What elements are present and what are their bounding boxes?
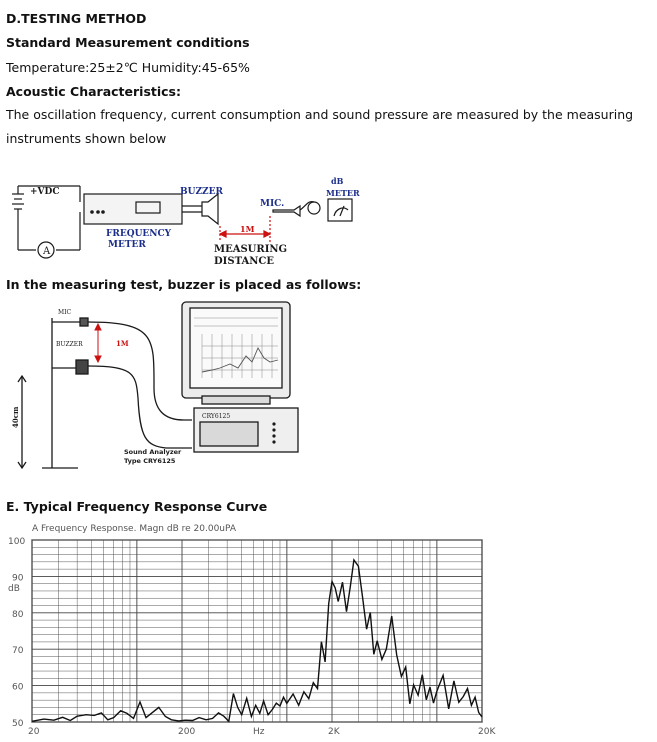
- db-label: dB: [331, 176, 344, 186]
- mic-icon: [80, 318, 88, 326]
- meter-label: METER: [326, 188, 360, 198]
- conditions-heading: Standard Measurement conditions: [6, 35, 250, 50]
- acoustic-heading: Acoustic Characteristics:: [6, 84, 181, 99]
- y-tick-label: 70: [12, 646, 24, 657]
- setup-heading: In the measuring test, buzzer is placed as follows:: [6, 277, 362, 292]
- setup-distance-value: 1M: [116, 339, 129, 348]
- y-tick-label: 100: [8, 537, 26, 547]
- y-tick-label: 80: [12, 609, 24, 620]
- setup-buzzer-label: BUZZER: [56, 341, 83, 348]
- device-label: CRY6125: [202, 413, 231, 420]
- y-tick-labels: [8, 537, 25, 729]
- setup-mic-label: MIC: [58, 309, 72, 316]
- frequency-response-chart: [0, 518, 657, 742]
- distance-sublabel: DISTANCE: [214, 256, 274, 267]
- y-tick-label: 50: [12, 719, 24, 729]
- vdc-label: +VDC: [30, 187, 60, 197]
- y-tick-label: 60: [12, 682, 24, 693]
- acoustic-text: The oscillation frequency, current consumption and sound pressure are measured by the measuring instruments shown below: [6, 107, 634, 146]
- conditions-text: Temperature:25±2℃ Humidity:45-65%: [6, 60, 250, 75]
- x-tick-label: 20: [28, 727, 40, 737]
- test-setup-diagram: [6, 298, 306, 474]
- section-title: D.TESTING METHOD: [6, 11, 147, 26]
- analyzer-sublabel: Type CRY6125: [124, 457, 176, 465]
- distance-value: 1M: [240, 224, 255, 234]
- response-series-line: [32, 560, 482, 721]
- chart-title: A Frequency Response. Magn dB re 20.00uPA: [32, 524, 237, 534]
- buzzer-label: BUZZER: [180, 187, 223, 197]
- freq-meter-label: FREQUENCY: [106, 229, 172, 239]
- ammeter-label: A: [43, 246, 51, 257]
- height-label: 40cm: [11, 406, 20, 428]
- freq-meter-sublabel: METER: [108, 240, 146, 250]
- mic-label: MIC.: [260, 199, 285, 209]
- plot-frame: [32, 540, 482, 722]
- curve-heading: E. Typical Frequency Response Curve: [6, 499, 268, 514]
- buzzer-icon: [76, 360, 88, 374]
- distance-label: MEASURING: [214, 244, 288, 255]
- x-tick-label: Hz: [252, 727, 265, 737]
- chart-grid: [32, 540, 482, 722]
- y-tick-label: 90: [12, 573, 24, 584]
- x-tick-label: 200: [178, 727, 196, 737]
- x-tick-labels: [28, 727, 496, 737]
- x-tick-label: 2K: [328, 727, 340, 737]
- analyzer-label: Sound Analyzer: [124, 448, 182, 456]
- buzzer-icon: [202, 194, 218, 224]
- measuring-instruments-diagram: [8, 172, 368, 272]
- x-tick-label: 20K: [478, 727, 496, 737]
- y-axis-label: dB: [8, 584, 20, 594]
